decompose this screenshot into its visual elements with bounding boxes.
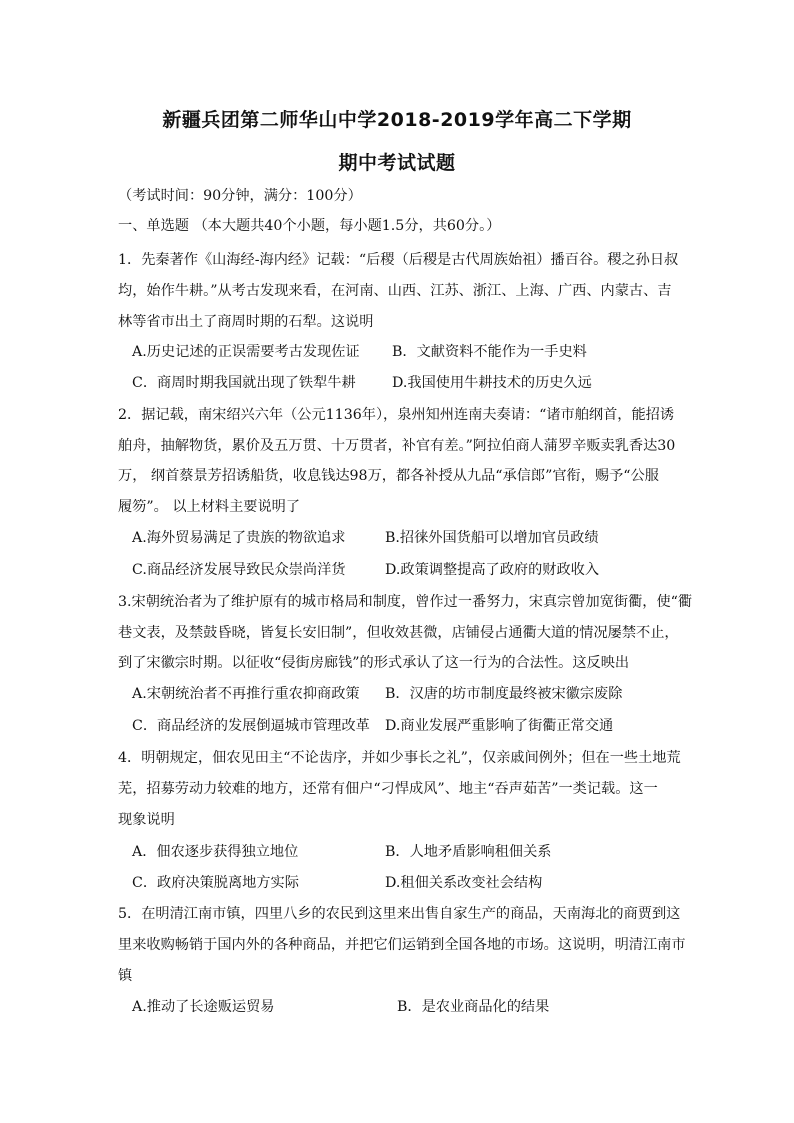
question-2-line-3: 万， 纲首蔡景芳招诱船货，收息钱达98万，都各补授从九品“承信郎”官衔，赐予“公服 bbox=[118, 468, 659, 484]
section-heading: 一、单选题 （本大题共40个小题，每小题1.5分，共60分。） bbox=[118, 218, 501, 234]
question-3-option-a[interactable]: A.宋朝统治者不再推行重农抑商政策 bbox=[132, 686, 360, 702]
question-3-line-3: 到了宋徽宗时期。以征收“侵街房廊钱”的形式承认了这一行为的合法性。这反映出 bbox=[118, 655, 630, 671]
exam-subtitle: 期中考试试题 bbox=[338, 152, 456, 174]
question-1-line-1: 1．先秦著作《山海经-海内经》记载：“后稷（后稷是古代周族始祖）播百谷。稷之孙日叔 bbox=[118, 252, 679, 268]
question-1-line-3: 林等省市出土了商周时期的石犁。这说明 bbox=[118, 314, 374, 330]
exam-info: （考试时间：90分钟，满分：100分） bbox=[118, 188, 362, 204]
question-5-line-3: 镇 bbox=[118, 968, 133, 984]
question-3-line-2: 巷文表，及禁鼓昏晓，皆复长安旧制”，但收效甚微，店铺侵占通衢大道的情况屡禁不止， bbox=[118, 625, 679, 641]
question-2-line-1: 2．据记载，南宋绍兴六年（公元1136年），泉州知州连南夫奏请：“诸市舶纲首，能招诱 bbox=[118, 407, 675, 423]
question-1-option-c[interactable]: C．商周时期我国就出现了铁犁牛耕 bbox=[132, 375, 356, 391]
question-4-line-2: 芜，招募劳动力较难的地方，还常有佃户“刁悍成风”、地主“吞声茹苦”一类记载。这一 bbox=[118, 781, 658, 797]
question-2-line-4: 履笏”。 以上材料主要说明了 bbox=[118, 499, 301, 515]
question-4-option-b[interactable]: B．人地矛盾影响租佃关系 bbox=[385, 844, 552, 860]
question-3-line-1: 3.宋朝统治者为了维护原有的城市格局和制度，曾作过一番努力，宋真宗曾加宽街衢，使“衢 bbox=[118, 594, 693, 610]
question-1-option-d[interactable]: D.我国使用牛耕技术的历史久远 bbox=[392, 375, 592, 391]
question-3-option-d[interactable]: D.商业发展严重影响了街衢正常交通 bbox=[385, 718, 614, 734]
question-5-line-2: 里来收购畅销于国内外的各种商品，并把它们运销到全国各地的市场。这说明，明清江南市 bbox=[118, 937, 686, 953]
question-1-option-a[interactable]: A.历史记述的正误需要考古发现佐证 bbox=[132, 344, 360, 360]
question-1-option-b[interactable]: B．文献资料不能作为一手史料 bbox=[392, 344, 587, 360]
question-2-option-b[interactable]: B.招徕外国货船可以增加官员政绩 bbox=[385, 530, 599, 546]
question-4-option-c[interactable]: C．政府决策脱离地方实际 bbox=[132, 875, 299, 891]
question-2-option-d[interactable]: D.政策调整提高了政府的财政收入 bbox=[385, 562, 600, 578]
question-3-option-b[interactable]: B．汉唐的坊市制度最终被宋徽宗废除 bbox=[385, 686, 623, 702]
question-2-option-c[interactable]: C.商品经济发展导致民众崇尚洋货 bbox=[132, 562, 346, 578]
exam-title: 新疆兵团第二师华山中学2018-2019学年高二下学期 bbox=[162, 109, 632, 131]
question-5-option-b[interactable]: B．是农业商品化的结果 bbox=[397, 999, 550, 1015]
question-2-line-2: 舶舟，抽解物货，累价及五万贯、十万贯者，补官有差。”阿拉伯商人蒲罗辛贩卖乳香达30 bbox=[118, 438, 676, 454]
question-5-line-1: 5．在明清江南市镇，四里八乡的农民到这里来出售自家生产的商品，天南海北的商贾到这 bbox=[118, 906, 681, 922]
question-4-option-d[interactable]: D.租佃关系改变社会结构 bbox=[385, 875, 543, 891]
question-4-line-3: 现象说明 bbox=[118, 812, 175, 828]
question-3-option-c[interactable]: C．商品经济的发展倒逼城市管理改革 bbox=[132, 718, 370, 734]
question-5-option-a[interactable]: A.推动了长途贩运贸易 bbox=[132, 999, 275, 1015]
question-2-option-a[interactable]: A.海外贸易满足了贵族的物欲追求 bbox=[132, 530, 346, 546]
question-1-line-2: 均，始作牛耕。”从考古发现来看，在河南、山西、江苏、浙江、上海、广西、内蒙古、吉 bbox=[118, 283, 672, 299]
question-4-line-1: 4．明朝规定，佃农见田主“不论齿序，并如少事长之礼”，仅亲戚间例外；但在一些土地荒 bbox=[118, 750, 681, 766]
question-4-option-a[interactable]: A．佃农逐步获得独立地位 bbox=[132, 844, 299, 860]
